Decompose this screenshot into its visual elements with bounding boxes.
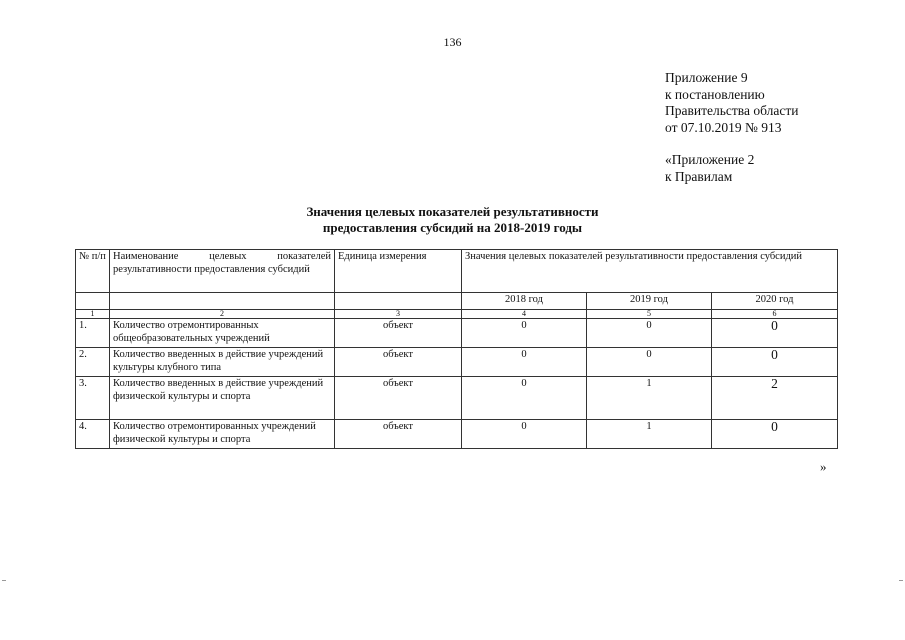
- header-values: Значения целевых показателей результативности предоставления субсидий: [462, 250, 838, 293]
- row-name: Количество отремонтированных учреждений физической культуры и спорта: [110, 420, 335, 449]
- empty-cell: [110, 293, 335, 310]
- row-value-2020: 0: [712, 420, 838, 449]
- row-value-2018: 0: [462, 377, 587, 420]
- title-line-1: Значения целевых показателей результативности: [306, 204, 599, 219]
- row-value-2019: 0: [587, 319, 712, 348]
- years-row: [76, 293, 838, 310]
- document-title: [0, 204, 905, 236]
- appendix-line: Приложение 9: [665, 70, 748, 85]
- column-number: 3: [335, 310, 462, 319]
- row-value-2019: 1: [587, 420, 712, 449]
- row-value-2018: 0: [462, 420, 587, 449]
- header-num: № п/п: [76, 250, 110, 293]
- row-unit: объект: [335, 420, 462, 449]
- column-number: 2: [110, 310, 335, 319]
- year-cell: 2018 год: [462, 293, 587, 310]
- column-number: 6: [712, 310, 838, 319]
- row-number: 1.: [76, 319, 110, 348]
- appendix-line: Правительства области: [665, 103, 799, 118]
- table-row: [76, 377, 838, 420]
- header-name: Наименование целевых показателей результативности предоставления субсидий: [110, 250, 335, 293]
- row-number: 4.: [76, 420, 110, 449]
- appendix-line: к постановлению: [665, 86, 765, 102]
- year-cell: 2020 год: [712, 293, 838, 310]
- row-value-2020: 0: [712, 348, 838, 377]
- table-row: [76, 420, 838, 449]
- year-cell: 2019 год: [587, 293, 712, 310]
- indicators-table: [75, 249, 838, 449]
- appendix-block: [665, 70, 798, 185]
- row-name: Количество введенных в действие учреждений культуры клубного типа: [110, 348, 335, 377]
- empty-cell: [335, 293, 462, 310]
- row-number: 3.: [76, 377, 110, 420]
- page-number: 136: [443, 35, 462, 49]
- row-unit: объект: [335, 377, 462, 420]
- row-unit: объект: [335, 319, 462, 348]
- scan-edge-mark: [2, 580, 6, 581]
- row-value-2019: 0: [587, 348, 712, 377]
- column-number: 5: [587, 310, 712, 319]
- row-value-2018: 0: [462, 348, 587, 377]
- column-number: 1: [76, 310, 110, 319]
- table-row: [76, 348, 838, 377]
- row-value-2018: 0: [462, 319, 587, 348]
- appendix-quote-line: к Правилам: [665, 168, 733, 184]
- appendix-line: от 07.10.2019 № 913: [665, 119, 782, 135]
- empty-cell: [76, 293, 110, 310]
- row-value-2019: 1: [587, 377, 712, 420]
- header-row: [76, 250, 838, 293]
- row-name: Количество отремонтированных общеобразовательных учреждений: [110, 319, 335, 348]
- row-value-2020: 0: [712, 319, 838, 348]
- column-number: 4: [462, 310, 587, 319]
- row-value-2020: 2: [712, 377, 838, 420]
- row-number: 2.: [76, 348, 110, 377]
- closing-quote-mark: »: [820, 459, 827, 474]
- row-name: Количество введенных в действие учреждений физической культуры и спорта: [110, 377, 335, 420]
- scan-edge-mark: [899, 580, 903, 581]
- appendix-quote-line: «Приложение 2: [665, 152, 755, 167]
- title-line-2: предоставления субсидий на 2018-2019 годы: [322, 220, 583, 235]
- row-unit: объект: [335, 348, 462, 377]
- column-numbers-row: [76, 310, 838, 319]
- table-row: [76, 319, 838, 348]
- header-unit: Единица измерения: [335, 250, 462, 293]
